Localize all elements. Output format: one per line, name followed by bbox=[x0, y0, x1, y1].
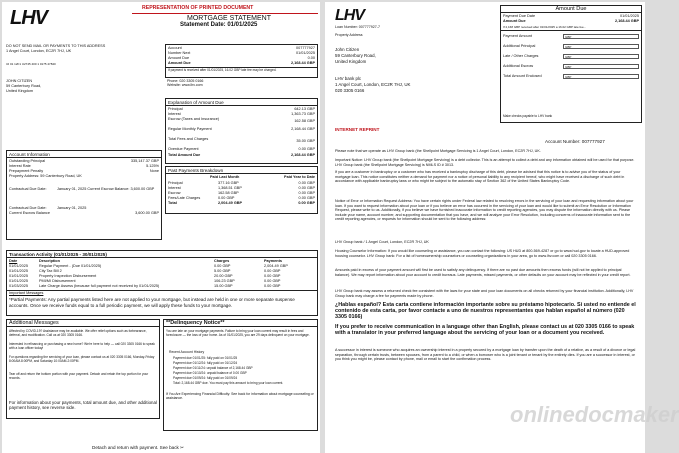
transaction-row: 01/01/2025 Regular Payment - (Due 01/01/2025) 0.00 GBP 2,004.49 GBP bbox=[9, 264, 288, 268]
transactions-header: Transaction Activity (01/01/2025 - 30/01/2025) bbox=[7, 251, 317, 258]
website: Website: www.lhv.com bbox=[167, 83, 203, 87]
transactions-cols: Date Description Charges Payments bbox=[9, 259, 282, 263]
additional-messages-box bbox=[6, 319, 160, 419]
detach-notice: Detach and return with payment. See back ✂ bbox=[92, 445, 184, 450]
history-item: Payment due 01/09/24: fully paid on 01/09/24 bbox=[173, 376, 238, 380]
additional-escrow-label: Additional Escrow bbox=[503, 64, 534, 68]
customer-name: John Citizen bbox=[335, 47, 360, 52]
back-p6: Amounts paid in excess of your payment amount will first be used to satisfy any delinquency. If there are no past due amounts then excess funds (will not be applied to principal balance). We may report information about your account to credit bureaus. Late payments, missed payments, or other defaults on your account may be reflected in your credit report. bbox=[335, 268, 631, 277]
back-address-line: LHV Group bank / 1 Angel Court, London, EC2R 7HJ, UK bbox=[335, 240, 429, 244]
late-fee-note: If payment is received after 01/01/2025, 16.02 GBP late fee may be charged. bbox=[168, 68, 277, 72]
transaction-activity-box bbox=[6, 250, 318, 316]
past-payments-total: Total 2,004.49 GBP 0.00 GBP bbox=[168, 201, 315, 205]
explanation-row-label: Escrow (Taxes and Insurance) bbox=[168, 117, 220, 121]
explanation-row-label: Regular Monthly Payment bbox=[168, 127, 212, 131]
coupon-amount-row: Amount Due 2,168.44 GBP bbox=[503, 19, 639, 23]
additional-messages-header: Additional Messages bbox=[7, 320, 159, 327]
additional-p4: Tear off and return the bottom portion with your payment. Detach and retain the top portion for your records. bbox=[9, 372, 149, 380]
transaction-row: 01/01/2025 City Tax Bill 2 5.00 GBP 0.00 GBP bbox=[9, 269, 281, 273]
back-p1: Please note that we operate as LHV Group bank (the Shellpoint Mortgage Servicing is 1 Angel Court, London, EC2R 7HJ, UK. bbox=[335, 149, 541, 153]
explanation-row: Principal 642.13 GBP bbox=[168, 107, 315, 111]
late-charges-field[interactable]: GBP bbox=[563, 54, 639, 59]
remit-bank: LHV bank plc bbox=[335, 76, 362, 81]
past-payments-header: Past Payments Breakdown bbox=[166, 167, 317, 174]
past-payments-row: Escrow 162.58 GBP 0.00 GBP bbox=[168, 191, 315, 195]
coupon-late-note: If 2,168 GBP received after 01/01/2025 a 16.02 GBP late fee... bbox=[503, 25, 587, 29]
account-info-row: Contractual Due Date: January 01, 2025 Current Escrow Balance: 3,600.00 GBP bbox=[9, 187, 155, 191]
phone-number: Phone: 020 3305 0166 bbox=[167, 79, 204, 83]
account-info-row: Current Escrow Balance 3,600.00 GBP bbox=[9, 211, 159, 215]
lhv-logo: LHV bbox=[335, 7, 364, 24]
history-item: Payment due 01/12/24: fully paid on 01/12/24 bbox=[173, 361, 238, 365]
back-p2: Important Notice: LHV Group bank (the Shellpoint Mortgage Servicing) is a debt collector. This is an attempt to collect a debt and any information obtained will be used for that purpose. LHV Group bank (the Shellpoint Mortgage Servicing) is NMLS ID # 3013. bbox=[335, 158, 635, 167]
delinquency-intro: You are late on your mortgage payments. Failure to bring your loan current may result in fees and foreclosure — the loss of your home. As of 01/01/2025, you are 29 days delinquent on your mortgage. bbox=[166, 329, 310, 337]
additional-p1: Affected by COVID-19? Assistance may be available. We offer relief options such as forbearance, deferral, and modification. Call us at 020 3305 0166. bbox=[9, 329, 147, 337]
amount-due-header: Amount Due bbox=[501, 6, 641, 13]
explanation-box bbox=[165, 98, 318, 164]
customer-street: 59 Canterbury Road, bbox=[6, 84, 42, 88]
account-info-row: Property Address: 59 Canterbury Road, UK bbox=[9, 174, 82, 178]
statement-date: Statement Date: 01/01/2025 bbox=[180, 22, 258, 28]
account-info-row: Interest Rate 5.125% bbox=[9, 164, 159, 168]
successor-notice: A successor in interest is someone who acquires an ownership interest in a property secured by a mortgage loan by transfer upon the death of a relative, as a result of a divorce or legal separation, through certain trusts, between spouses, from a parent to a child, or when a borrower who is a joint tenant or tenant by the entirety dies. If you are a successor in interest, or you think you might be, please contact by phone, mail or email to start the confirmation process. bbox=[335, 348, 636, 361]
customer-street: 59 Canterbury Road, bbox=[335, 53, 376, 58]
additional-p3: For questions regarding the servicing of your loan, please contact us at 020 3305 0166, Monday-Friday 8:00AM-8:00PM, and Saturday 10:00AM-2:00PM. bbox=[9, 355, 155, 363]
total-enclosed-field[interactable]: GBP bbox=[563, 74, 639, 79]
back-p5: Housing Counselor Information: If you would like counseling or assistance, you can contact the following: US HUD at 800-569-4287 or go to www.hud.gov to locate a HUD-approved housing counselor. LHV Group bank: For a list of homeownership counselors or counseling organizations in your area, go to www.lhv.com or call 020 3305 0166. bbox=[335, 249, 630, 258]
delinquency-notice-box bbox=[163, 319, 318, 431]
internet-reprint-label: INTERNET REPRINT bbox=[335, 127, 380, 132]
transaction-row: 01/01/2025 PMI/MI Disbursement 106.23 GBP 0.00 GBP bbox=[9, 279, 281, 283]
account-number: Account Number: 007777927 bbox=[545, 139, 605, 144]
account-info-row: Outstanding Principal 335,147.37 GBP bbox=[9, 159, 159, 163]
account-information-box bbox=[6, 150, 162, 240]
additional-escrow-field[interactable]: GBP bbox=[563, 64, 639, 69]
past-payments-cols: Paid Last Month Paid Year to Date bbox=[210, 175, 315, 179]
barcode-text: 3J 01 12F1 U2745 400 1 0175 47840 bbox=[6, 62, 56, 66]
property-address-label: Property Address bbox=[335, 33, 363, 37]
customer-country: United Kingdom bbox=[6, 89, 34, 93]
back-p7: LHV Group bank may assess a returned check fee consistent with the laws for your state and your loan documents on all checks returned by your financial institution. Additionally, LHV Group bank may charge a fee for payments made by phone. bbox=[335, 289, 634, 298]
back-p3: If you are a customer in bankruptcy or a customer who has received a bankruptcy discharge of this debt, please be advised that this notice is to advise you of the status of your mortgage loan. This notice constitutes neither a demand for payment nor a notice of personal liability to any recipient hereof, who might have received a discharge of such debt in accordance with applicable bankruptcy laws or who might be subject to the automatic stay of Section 362 of the United States Bankruptcy Code. bbox=[335, 170, 625, 183]
additional-principal-label: Additional Principal bbox=[503, 44, 536, 48]
summary-row-due-0: Amount Due 0.00 bbox=[168, 56, 315, 60]
total-enclosed-label: Total Amount Enclosed bbox=[503, 74, 542, 78]
loan-number: Loan Number: 007777927-7 bbox=[335, 25, 380, 29]
additional-principal-field[interactable]: GBP bbox=[563, 44, 639, 49]
payment-amount-label: Payment Amount bbox=[503, 34, 532, 38]
explanation-row-value: 35.00 GBP bbox=[296, 139, 315, 143]
amount-due-coupon bbox=[500, 5, 642, 123]
payment-amount-field[interactable]: GBP bbox=[563, 34, 639, 39]
past-payments-row: Fees/Late Charges 0.00 GBP 0.00 GBP bbox=[168, 196, 315, 200]
checks-payable-note: Make checks payable to LHV bank bbox=[503, 114, 553, 118]
transaction-row: 01/01/2025 Property Inspection Disbursement 20.00 GBP 0.00 GBP bbox=[9, 274, 281, 278]
customer-country: United Kingdom bbox=[335, 59, 367, 64]
translator-notice: If you prefer to receive communication in a language other than English, please contact us at 020 3305 0166 to speak with a translator in your preferred language about the servicing of your loan or a document you received. bbox=[335, 324, 635, 336]
statement-front-page bbox=[2, 2, 320, 453]
remit-address: 1 Angel Court, London, EC2R 7HJ, UK bbox=[335, 82, 411, 87]
history-item: Payment due 01/11/24: unpaid balance of 2,168.44 GBP bbox=[173, 366, 253, 370]
summary-row-amount-due: Amount Due 2,168.44 GBP bbox=[168, 61, 315, 65]
explanation-row: Interest 1,363.73 GBP bbox=[168, 112, 315, 116]
late-charges-label: Late / Other Charges bbox=[503, 54, 539, 58]
statement-back-page bbox=[325, 2, 679, 453]
explanation-total-row: Total Amount Due 2,168.44 GBP bbox=[168, 153, 315, 157]
past-payments-row: Interest 1,368.51 GBP 0.00 GBP bbox=[168, 186, 315, 190]
recent-history-label: Recent Account History bbox=[169, 350, 205, 354]
summary-row-next: Number Next 01/01/2025 bbox=[168, 51, 315, 55]
explanation-header: Explanation of Amount Due bbox=[166, 99, 317, 106]
additional-p2: Interested in refinancing or purchasing a new home? We're here to help — call 020 3305 0166 to speak with a loan officer today! bbox=[9, 342, 155, 350]
delinquency-help: If You Are Experiencing Financial Difficulty: See back for information about mortgage counseling or assistance. bbox=[166, 392, 314, 401]
past-payments-row: Principal 377.16 GBP 0.00 GBP bbox=[168, 181, 315, 185]
account-summary-box bbox=[165, 44, 318, 78]
watermark: onlinedocmaker bbox=[510, 402, 679, 427]
spanish-notice: ¿Hablas español? Esta carta contiene información importante sobre su préstamo hipotecario. Si usted no entiende el contenido de esta carta, por favor contacte a uno de nuestros representantes que hablan español al número (020 3305 0166) bbox=[335, 302, 636, 320]
statement-title: MORTGAGE STATEMENT bbox=[187, 15, 272, 22]
history-item: Payment due 01/10/24: unpaid balance of 0.00 GBP bbox=[173, 371, 247, 375]
delinquency-header: **Delinquency Notice** bbox=[164, 320, 317, 327]
past-payments-box bbox=[165, 166, 318, 214]
account-information-header: Account Information bbox=[7, 151, 161, 158]
lhv-logo: LHV bbox=[10, 7, 47, 29]
account-info-row: Prepayment Penalty None bbox=[9, 169, 159, 173]
customer-name: JOHN CITIZEN bbox=[6, 79, 33, 83]
return-address: 1 Angel Court, London, EC2R 7HJ, UK bbox=[6, 49, 72, 53]
important-messages-label: Important Messages bbox=[9, 291, 44, 295]
explanation-row-value: 2,168.44 GBP bbox=[291, 127, 315, 131]
summary-row-account: Account 007777927 bbox=[168, 46, 315, 50]
remit-phone: 020 3305 0166 bbox=[335, 88, 365, 93]
transaction-row: 01/03/2025 Late Charge Assess (because full payment not received by 01/01/2025) 15.00 GBP 0.00 GBP bbox=[9, 284, 281, 288]
explanation-row-value: 162.58 GBP bbox=[294, 119, 315, 123]
additional-p5: For information about your payments, total amount due, and other additional payment history, see reverse side. bbox=[9, 400, 157, 410]
return-notice: DO NOT SEND MAIL OR PAYMENTS TO THIS ADDRESS bbox=[6, 44, 106, 48]
partial-payments-note: *Partial Payments: Any partial payments listed here are not applied to your mortgage, but instead are held in one or more separate suspense accounts. Once we receive funds equal to a full periodic payment, we will apply these funds to your mortgage. bbox=[9, 297, 295, 308]
explanation-row: Overdue Payment 0.00 GBP bbox=[168, 147, 315, 151]
history-total: Total: 2,168.44 GBP due. You must pay this amount to bring your loan current. bbox=[173, 381, 284, 385]
back-p4: Notice of Error or Information Request Address: You have certain rights under Federal law related to resolving errors in the servicing of your loan and requesting information about your loan. If you want to request information about your loan or if you believe an error has occurred in the servicing of your loan and would like to submit an Error Resolution or Information Request, please write to us. Additionally, if you believe we have furnished inaccurate information to credit reporting agencies, you may dispute the information directly with us. Please include your name, account number, and supporting documentation that you have, and we will analyze your Error Resolution, including concerns of inaccurate information sent to the credit reporting agencies, or requests for information should be sent to the following address: bbox=[335, 199, 634, 221]
history-item: Payment due 01/01/25: fully paid on 01/01/25 bbox=[173, 356, 238, 360]
explanation-row-label: Total Fees and Charges bbox=[168, 137, 209, 141]
coupon-due-date-row: Payment Due Date 01/01/2025 bbox=[503, 14, 639, 18]
representation-title: REPRESENTATION OF PRINTED DOCUMENT bbox=[142, 5, 254, 11]
account-info-row: Contractual Due Date: January 01, 2025 bbox=[9, 206, 87, 210]
